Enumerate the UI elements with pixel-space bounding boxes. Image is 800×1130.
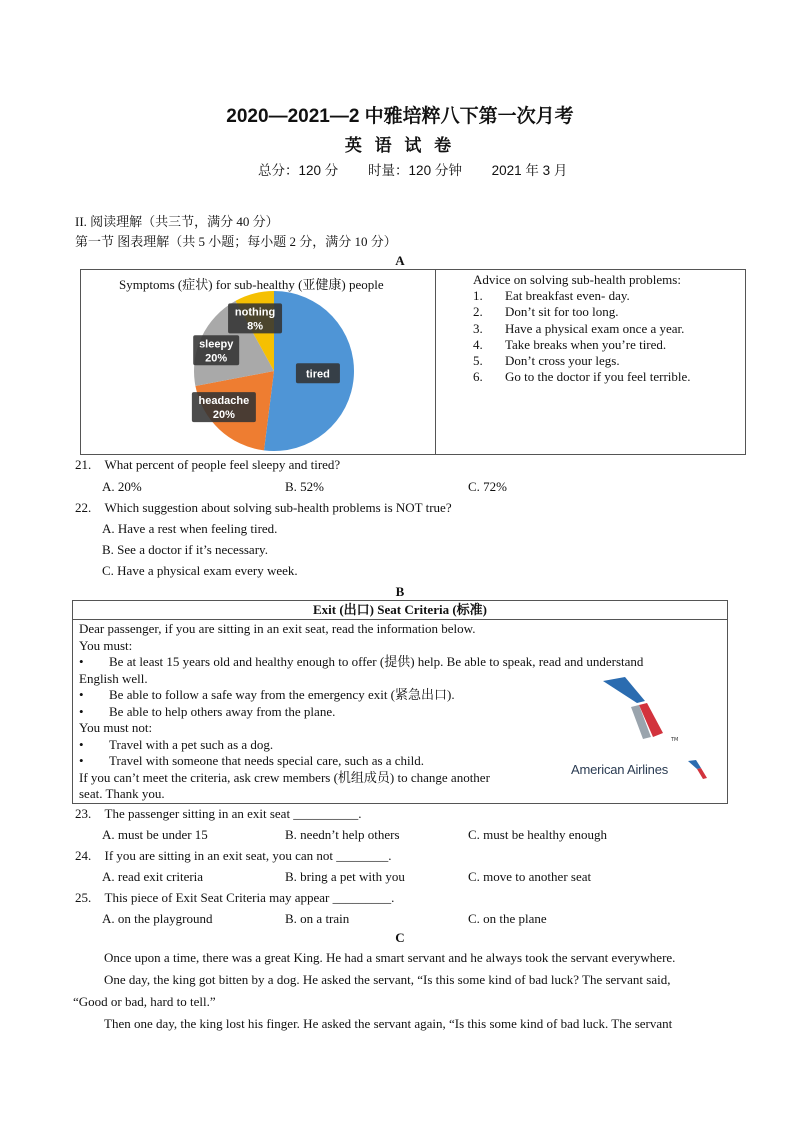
criteria-closing-cont: seat. Thank you.: [79, 786, 165, 801]
advice-number: 2.: [473, 304, 483, 320]
must-not-item-1: • Travel with a pet such as a dog.: [79, 736, 274, 752]
bullet: •: [79, 753, 84, 768]
must-item-1: • Be at least 15 years old and healthy enough to offer (提供) help. Be able to speak, read and understand: [79, 654, 644, 669]
option-c[interactable]: C. must be healthy enough: [468, 827, 608, 842]
option-b[interactable]: B. bring a pet with you: [285, 869, 405, 884]
advice-item: [473, 321, 691, 337]
pie-label-tired: tired: [306, 368, 330, 381]
advice-number: 4.: [473, 336, 483, 352]
question-number: 22.: [75, 500, 92, 515]
advice-number: 6.: [473, 369, 483, 385]
advice-number: 3.: [473, 320, 483, 336]
advice-panel: [473, 272, 691, 386]
pie-label-sleepy: sleepy: [199, 338, 234, 351]
question-number: 24.: [75, 848, 92, 863]
passage-b-label: B: [395, 584, 405, 599]
advice-text: Go to the doctor if you feel terrible.: [505, 369, 691, 385]
exam-title: 2020—2021—2 中雅培粹八下第一次月考: [226, 106, 574, 127]
bullet: •: [79, 654, 84, 669]
option-b[interactable]: B. needn’t help others: [285, 827, 400, 842]
box-divider: [435, 270, 436, 454]
question-number: 21.: [75, 457, 92, 472]
logo-tm: TM: [671, 737, 679, 743]
passage-a-label: A: [395, 253, 405, 268]
american-airlines-logo-icon: [601, 675, 681, 743]
question-23: [75, 806, 775, 827]
passage-c-paragraph-2-cont: “Good or bad, hard to tell.”: [73, 994, 216, 1009]
questions-a: [75, 457, 775, 584]
passage-c-paragraph-2: One day, the king got bitten by a dog. He asked the servant, “Is this some kind of bad luck? The servant said,: [104, 972, 671, 987]
advice-item: [473, 288, 691, 304]
question-text: If you are sitting in an exit seat, you can not ________.: [104, 848, 392, 863]
airline-mark-icon: [687, 758, 709, 780]
advice-text: Don’t sit for too long.: [505, 304, 619, 320]
option-b[interactable]: B. on a train: [285, 911, 350, 926]
question-text: What percent of people feel sleepy and tired?: [104, 457, 341, 472]
options-25: [75, 911, 775, 932]
time-limit: 时量：120 分钟: [368, 163, 462, 178]
option-c[interactable]: C. 72%: [468, 479, 507, 494]
must-heading: You must:: [79, 637, 133, 653]
criteria-closing: If you can’t meet the criteria, ask crew members (机组成员) to change another: [79, 769, 490, 785]
exam-date: 2021 年 3 月: [491, 163, 568, 178]
option-c[interactable]: C. Have a physical exam every week.: [102, 563, 298, 578]
question-22: [75, 500, 775, 521]
option-b[interactable]: B. See a doctor if it’s necessary.: [102, 542, 268, 557]
pie-label-nothing: nothing: [234, 306, 276, 319]
option-c[interactable]: C. on the plane: [468, 911, 547, 926]
bullet: •: [79, 703, 84, 719]
must-item-3: • Be able to help others away from the plane.: [79, 703, 336, 719]
question-24: [75, 848, 775, 869]
must-not-heading: You must not:: [79, 720, 153, 735]
option-a[interactable]: A. read exit criteria: [102, 869, 204, 884]
must-not-item-2: • Travel with someone that needs special care, such as a child.: [79, 753, 425, 768]
advice-item: [473, 304, 691, 320]
airline-name: American Airlines: [571, 762, 669, 777]
criteria-intro: Dear passenger, if you are sitting in an exit seat, read the information below.: [79, 621, 476, 636]
advice-text: Have a physical exam once a year.: [505, 320, 685, 336]
passage-b-box: [72, 600, 728, 804]
bullet: •: [79, 687, 84, 702]
passage-c-paragraph-3: Then one day, the king lost his finger. He asked the servant again, “Is this some kind of bad luck. The servant: [104, 1016, 673, 1031]
advice-title: Advice on solving sub-health problems:: [473, 272, 681, 287]
question-25: [75, 890, 775, 911]
option-a[interactable]: A. 20%: [102, 479, 142, 494]
option-a[interactable]: A. Have a rest when feeling tired.: [102, 521, 278, 536]
exam-meta: [258, 159, 593, 179]
exam-subtitle: 英 语 试 卷: [344, 136, 456, 155]
pie-value-sleepy: 20%: [205, 352, 228, 365]
total-score: 总分：120 分: [258, 163, 339, 178]
questions-b: [75, 806, 775, 932]
advice-item: [473, 337, 691, 353]
passage-a-box: [80, 269, 746, 455]
option-a[interactable]: A. on the playground: [102, 911, 213, 926]
pie-label-headache: headache: [198, 395, 250, 408]
options-23: [75, 827, 775, 848]
question-number: 25.: [75, 890, 92, 905]
chart-title: Symptoms (症状) for sub-healthy (亚健康) people: [119, 277, 384, 292]
advice-text: Don’t cross your legs.: [505, 353, 620, 369]
part-heading: 第一节 图表理解（共 5 小题；每小题 2 分，满分 10 分）: [75, 234, 397, 249]
option-b[interactable]: B. 52%: [285, 479, 324, 494]
pie-value-headache: 20%: [212, 409, 235, 422]
question-text: Which suggestion about solving sub-health problems is NOT true?: [104, 500, 452, 515]
bullet: •: [79, 736, 84, 752]
must-item-1-cont: English well.: [79, 670, 148, 686]
section-heading: II. 阅读理解（共三节，满分 40 分）: [75, 214, 279, 229]
passage-c-text: [73, 947, 728, 1035]
options-24: [75, 869, 775, 890]
advice-item: [473, 353, 691, 369]
option-a[interactable]: A. must be under 15: [102, 827, 208, 842]
question-21: [75, 457, 775, 479]
symptoms-pie-chart: [189, 289, 359, 453]
question-text: This piece of Exit Seat Criteria may appear _________.: [104, 890, 395, 905]
advice-text: Eat breakfast even- day.: [505, 288, 630, 303]
advice-text: Take breaks when you’re tired.: [505, 336, 667, 352]
question-text: The passenger sitting in an exit seat __________.: [104, 806, 362, 821]
criteria-header: Exit (出口) Seat Criteria (标准): [73, 601, 727, 620]
advice-item: [473, 369, 691, 385]
advice-number: 5.: [473, 353, 483, 369]
pie-value-nothing: 8%: [247, 320, 264, 333]
passage-c-paragraph-1: Once upon a time, there was a great King. He had a smart servant and he always took the servant everywhere.: [104, 950, 676, 965]
advice-list: [473, 288, 691, 386]
advice-number: 1.: [473, 288, 483, 303]
option-c[interactable]: C. move to another seat: [468, 869, 592, 884]
question-number: 23.: [75, 806, 92, 821]
options-21: [75, 479, 775, 500]
must-item-2: • Be able to follow a safe way from the emergency exit (紧急出口).: [79, 687, 455, 702]
passage-c-label: C: [395, 930, 405, 945]
